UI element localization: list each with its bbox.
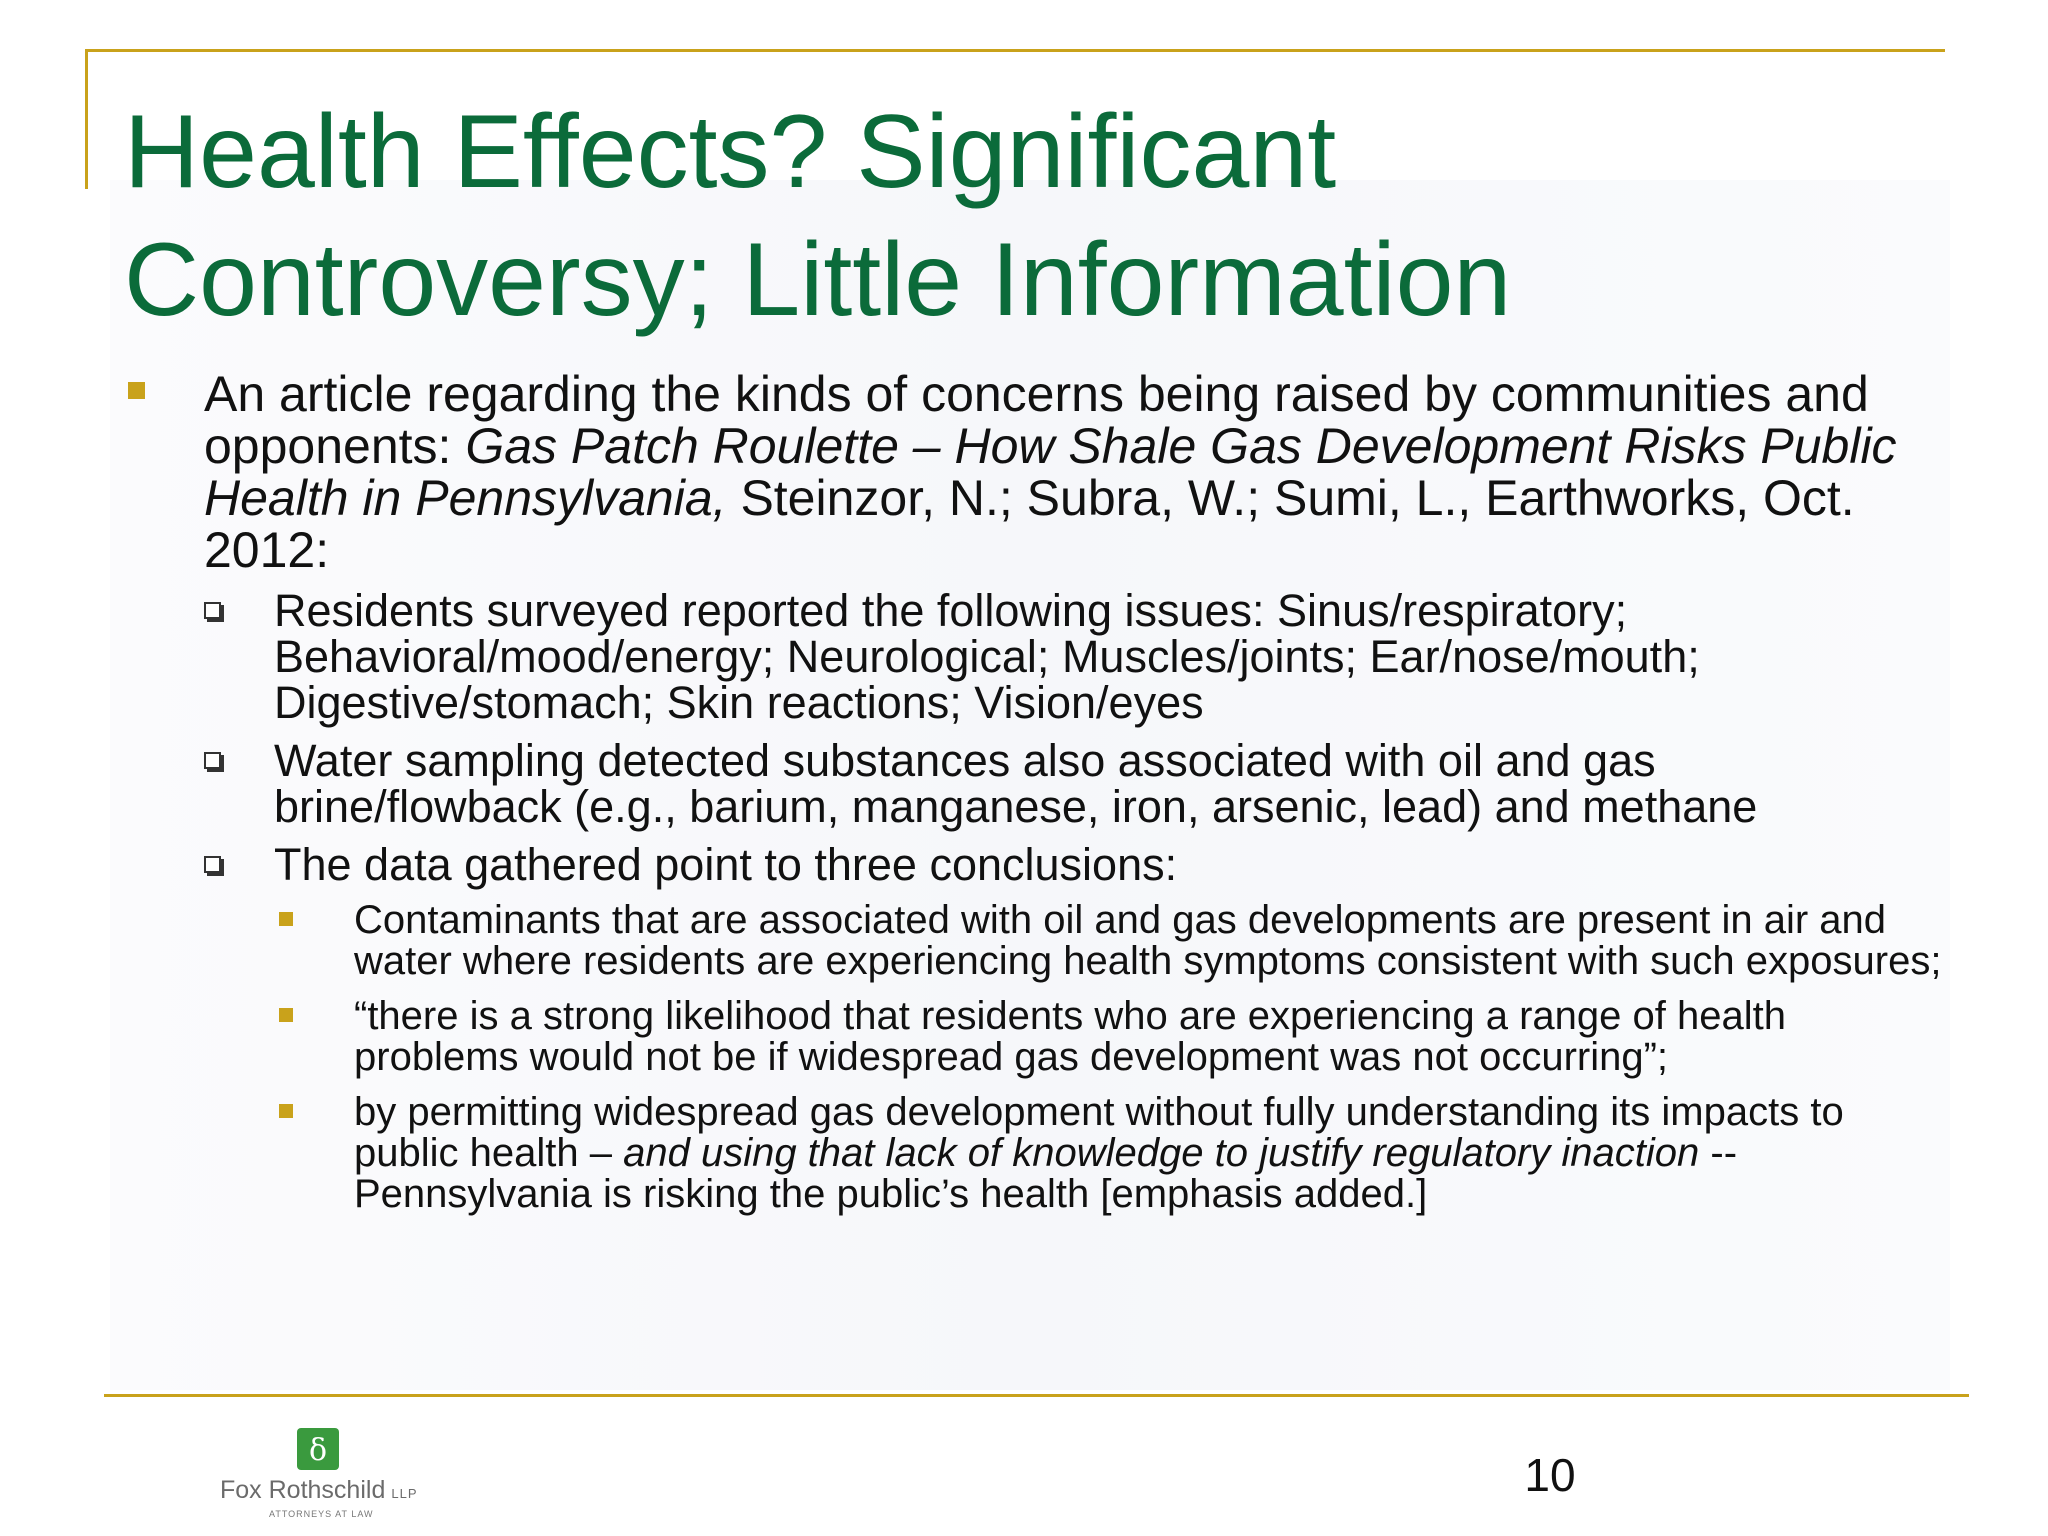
- conclusion-text-end: -- Pennsylvania is risking the public’s health [emphasis added.]: [354, 1131, 1738, 1216]
- article-citation: Steinzor, N.; Subra, W.; Sumi, L., Earthworks, Oct. 2012:: [204, 470, 1855, 578]
- conclusion-text: “there is a strong likelihood that residents who are experiencing a range of health problems would not be if widespread gas development was not occurring”;: [354, 994, 1786, 1079]
- square-bullet-icon: [279, 912, 293, 926]
- article-title: Gas Patch Roulette – How Shale Gas Development Risks Public Health in Pennsylvania,: [204, 418, 1897, 526]
- logo-suffix: LLP: [391, 1486, 418, 1501]
- fox-rothschild-logo: [214, 1428, 434, 1520]
- title-line-1: Health Effects? Significant: [124, 94, 1337, 210]
- bottom-rule: [104, 1394, 1969, 1397]
- square-bullet-icon: [128, 382, 145, 399]
- slide-content: [124, 368, 1944, 1229]
- title-line-2: Controversy; Little Information: [124, 222, 1512, 338]
- slide-title: [124, 88, 1884, 344]
- conclusion-1: [124, 900, 1944, 982]
- sub-bullet-conclusions: [124, 839, 1944, 890]
- top-rule: [85, 49, 1945, 52]
- article-text: An article regarding the kinds of concerns being raised by communities and opponents:: [204, 366, 1869, 474]
- square-bullet-icon: [279, 1104, 293, 1118]
- conclusion-emphasis: and using that lack of knowledge to justify regulatory inaction: [623, 1131, 1700, 1175]
- page-number: 10: [1524, 1449, 1576, 1501]
- sub-bullet-water: [124, 735, 1944, 832]
- sub-bullet-text: Residents surveyed reported the following issues: Sinus/respiratory; Behavioral/mood/energy; Neurological; Muscles/joints; Ear/nose/mouth; Digestive/stomach; Skin reactions; Vision/eyes: [274, 585, 1700, 728]
- box-bullet-icon: [204, 602, 221, 619]
- box-bullet-icon: [204, 856, 221, 873]
- logo-glyph-icon: [297, 1428, 339, 1470]
- conclusion-text: by permitting widespread gas development without fully understanding its impacts to public health –: [354, 1090, 1844, 1175]
- conclusion-3: [124, 1092, 1944, 1215]
- conclusion-text: Contaminants that are associated with oil and gas developments are present in air and water where residents are experiencing health symptoms consistent with such exposures;: [354, 898, 1942, 983]
- logo-glyph: δ: [308, 1433, 328, 1468]
- sub-bullet-text: The data gathered point to three conclusions:: [274, 839, 1178, 890]
- logo-name: [220, 1476, 418, 1505]
- logo-mark-icon: [297, 1428, 339, 1470]
- logo-firm-name: Fox Rothschild: [220, 1476, 386, 1504]
- conclusion-2: [124, 996, 1944, 1078]
- logo-tagline: ATTORNEYS AT LAW: [269, 1509, 374, 1519]
- sub-bullet-issues: [124, 585, 1944, 728]
- square-bullet-icon: [279, 1008, 293, 1022]
- left-rule: [85, 49, 88, 189]
- box-bullet-icon: [204, 752, 221, 769]
- bullet-article: [124, 368, 1944, 576]
- sub-bullet-text: Water sampling detected substances also associated with oil and gas brine/flowback (e.g., barium, manganese, iron, arsenic, lead) and methane: [274, 735, 1758, 832]
